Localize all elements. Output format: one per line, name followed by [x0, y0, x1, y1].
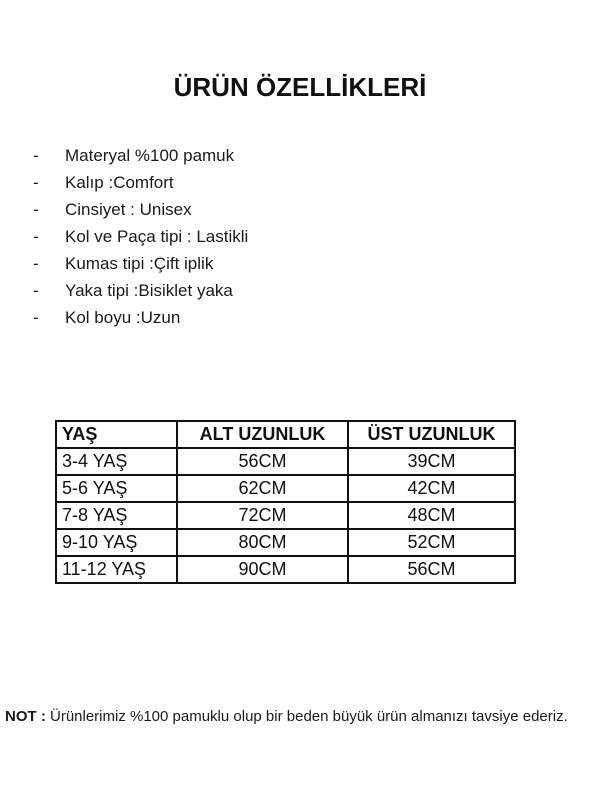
- feature-item: [33, 200, 248, 227]
- size-table-header-cell: ALT UZUNLUK: [177, 421, 348, 448]
- page-title: ÜRÜN ÖZELLİKLERİ: [173, 72, 427, 102]
- size-table-cell: 56CM: [177, 448, 348, 475]
- size-table: [55, 420, 516, 584]
- feature-bullet: -: [33, 308, 39, 327]
- feature-item: [33, 173, 248, 200]
- size-table-cell: 9-10 YAŞ: [56, 529, 177, 556]
- size-table-cell: 3-4 YAŞ: [56, 448, 177, 475]
- size-table-cell: 42CM: [348, 475, 515, 502]
- feature-text: Cinsiyet : Unisex: [65, 200, 192, 219]
- feature-bullet: -: [33, 200, 39, 219]
- feature-text: Kumas tipi :Çift iplik: [65, 254, 214, 273]
- feature-item: [33, 308, 248, 335]
- size-table-cell: 11-12 YAŞ: [56, 556, 177, 583]
- feature-text: Yaka tipi :Bisiklet yaka: [65, 281, 233, 300]
- size-table-cell: 90CM: [177, 556, 348, 583]
- size-table-row: [56, 475, 515, 502]
- note-text: Ürünlerimiz %100 pamuklu olup bir beden büyük ürün almanızı tavsiye ederiz.: [45, 708, 568, 725]
- feature-text: Kol ve Paça tipi : Lastikli: [65, 227, 249, 246]
- size-table-cell: 52CM: [348, 529, 515, 556]
- feature-text: Kalıp :Comfort: [65, 173, 174, 192]
- size-table-cell: 80CM: [177, 529, 348, 556]
- size-table-row: [56, 448, 515, 475]
- size-table-header-row: [56, 421, 515, 448]
- feature-item: [33, 254, 248, 281]
- feature-item: [33, 227, 248, 254]
- size-table-cell: 56CM: [348, 556, 515, 583]
- size-table-row: [56, 556, 515, 583]
- size-table-row: [56, 502, 515, 529]
- feature-bullet: -: [33, 281, 39, 300]
- note: [5, 708, 597, 725]
- size-table-cell: 7-8 YAŞ: [56, 502, 177, 529]
- feature-list: [33, 146, 248, 335]
- feature-item: [33, 146, 248, 173]
- feature-item: [33, 281, 248, 308]
- size-table-body: [56, 448, 515, 583]
- feature-bullet: -: [33, 173, 39, 192]
- feature-bullet: -: [33, 227, 39, 246]
- size-table-row: [56, 529, 515, 556]
- feature-text: Materyal %100 pamuk: [65, 146, 235, 165]
- size-table-cell: 72CM: [177, 502, 348, 529]
- note-label: NOT :: [5, 708, 46, 725]
- size-table-cell: 39CM: [348, 448, 515, 475]
- size-table-header-cell: ÜST UZUNLUK: [348, 421, 515, 448]
- feature-bullet: -: [33, 146, 39, 165]
- size-table-cell: 48CM: [348, 502, 515, 529]
- feature-text: Kol boyu :Uzun: [65, 308, 181, 327]
- size-table-header-cell: YAŞ: [56, 421, 177, 448]
- feature-bullet: -: [33, 254, 39, 273]
- size-table-cell: 62CM: [177, 475, 348, 502]
- size-table-cell: 5-6 YAŞ: [56, 475, 177, 502]
